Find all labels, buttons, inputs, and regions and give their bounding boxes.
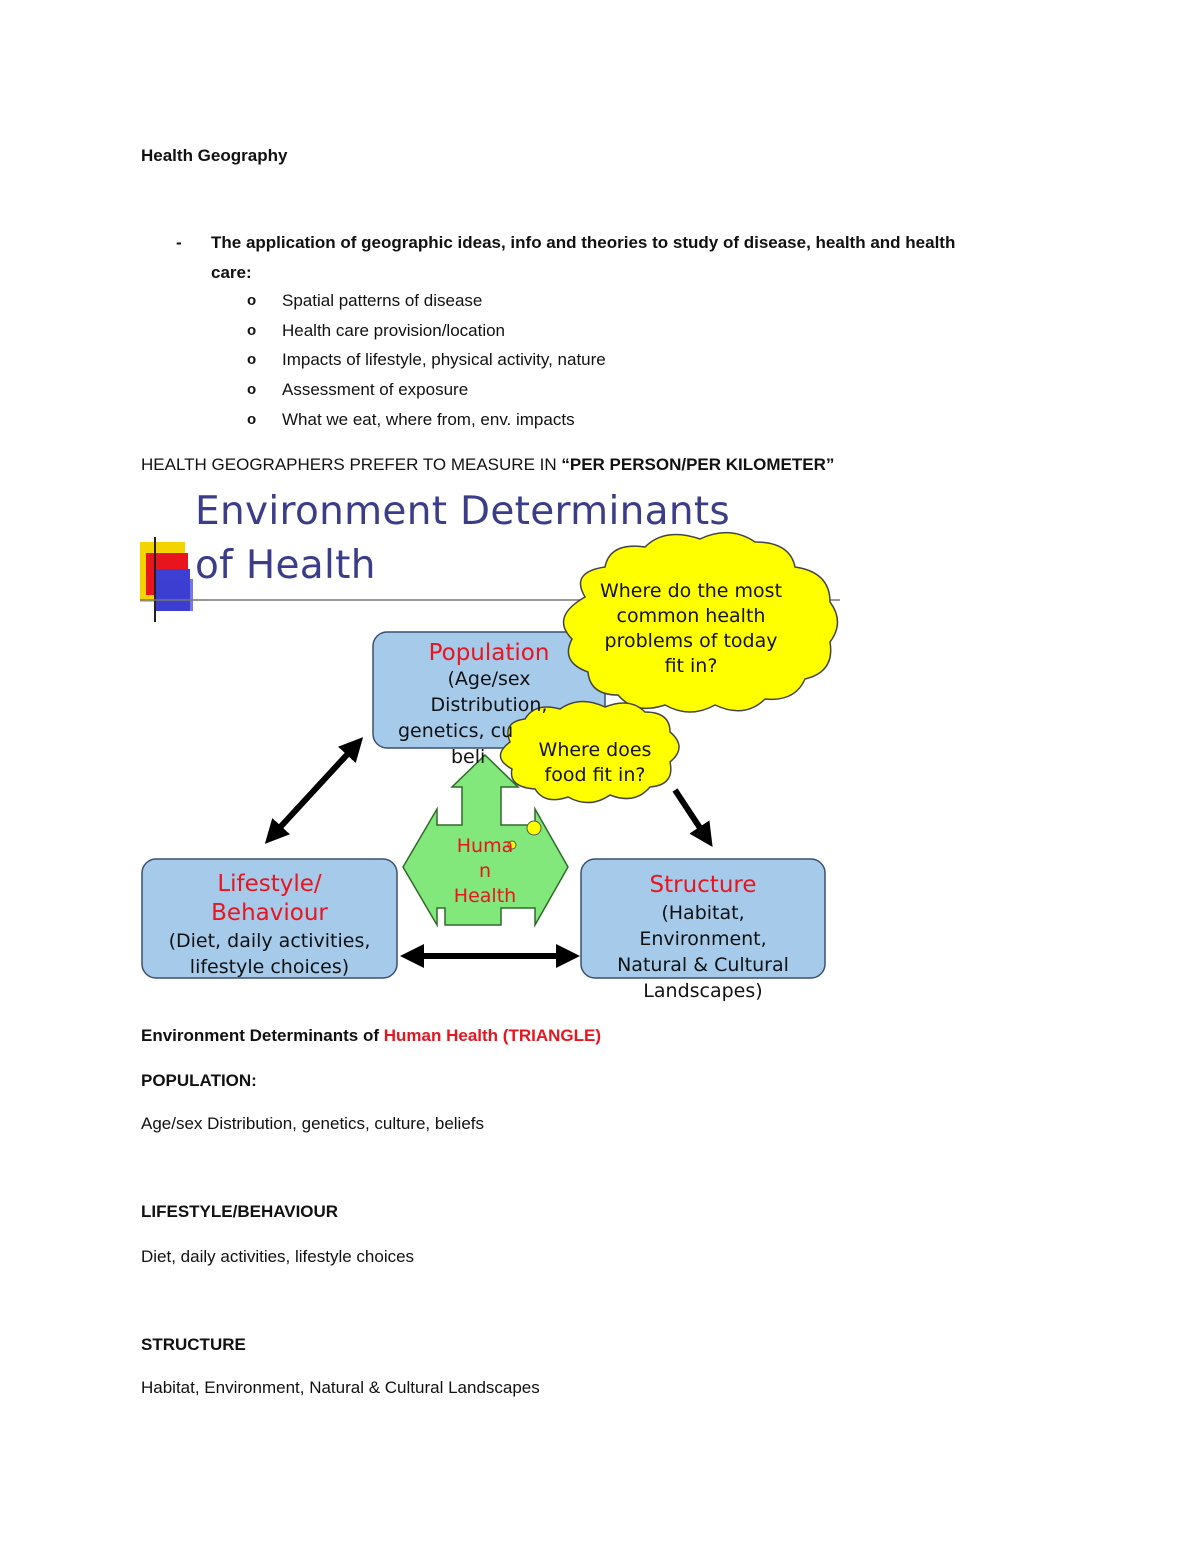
population-line: beli (451, 746, 486, 768)
diagram-caption (141, 1025, 601, 1047)
structure-text (581, 870, 825, 1004)
human-health-text (440, 834, 530, 909)
structure-line: Landscapes) (643, 980, 763, 1002)
bullet-text: Health care provision/location (282, 321, 506, 340)
measure-note-emphasis: “PER PERSON/PER KILOMETER” (561, 455, 835, 474)
page-title: Health Geography (141, 146, 288, 165)
bullet-marker: o (247, 351, 257, 368)
population-line: (Age/sex (447, 668, 531, 690)
caption-highlight: Human Health (TRIANGLE) (383, 1026, 601, 1045)
caption-prefix: Environment Determinants of (141, 1026, 384, 1045)
slide-title-line-2: of Health (195, 543, 376, 588)
bullet-marker: o (247, 411, 257, 428)
human-health-line: n (478, 860, 492, 882)
bullet-text: What we eat, where from, env. impacts (282, 410, 575, 429)
section-heading-lifestyle: LIFESTYLE/BEHAVIOUR (141, 1202, 339, 1221)
section-text-lifestyle: Diet, daily activities, lifestyle choices (141, 1247, 415, 1266)
cloud-line: Where do the most (599, 580, 783, 602)
lifestyle-heading-1: Lifestyle/ (217, 871, 322, 897)
population-line: Distribution, (430, 694, 548, 716)
lifestyle-line: (Diet, daily activities, (168, 930, 371, 952)
structure-line: (Habitat, (661, 902, 745, 924)
section-text-structure: Habitat, Environment, Natural & Cultural Landscapes (141, 1378, 540, 1397)
section-text-population: Age/sex Distribution, genetics, culture, beliefs (141, 1114, 485, 1133)
bullet-text: Impacts of lifestyle, physical activity, nature (282, 350, 606, 369)
bullet-text: Spatial patterns of disease (282, 291, 483, 310)
structure-line: Natural & Cultural (617, 954, 789, 976)
structure-line: Environment, (639, 928, 767, 950)
bullet-marker: o (247, 322, 257, 339)
cloud-line: common health (616, 605, 766, 627)
bullet-text: Assessment of exposure (282, 380, 469, 399)
list-item (0, 320, 1200, 342)
cloud-line: food fit in? (544, 764, 646, 786)
section-heading-structure: STRUCTURE (141, 1335, 246, 1354)
definition-line-2: care: (211, 263, 252, 282)
human-health-line: Health (453, 885, 517, 907)
population-lifestyle-arrow (273, 746, 355, 835)
environment-determinants-slide (140, 487, 840, 1007)
bullet-marker: o (247, 381, 257, 398)
population-heading: Population (428, 640, 550, 666)
lifestyle-text (142, 870, 397, 980)
list-item (0, 379, 1200, 401)
human-health-line: Huma (456, 835, 514, 857)
measure-note (141, 454, 834, 476)
list-item (0, 409, 1200, 431)
small-cloud-text (520, 738, 670, 788)
slide-title-line-1: Environment Determinants (195, 489, 731, 534)
measure-note-prefix: HEALTH GEOGRAPHERS PREFER TO MEASURE IN (141, 455, 562, 474)
list-item (0, 349, 1200, 371)
definition-dash: - (176, 233, 182, 252)
population-line: genetics, cu (398, 720, 514, 742)
bullet-marker: o (247, 292, 257, 309)
population-structure-arrow (675, 790, 706, 837)
lifestyle-line: lifestyle choices) (189, 956, 350, 978)
cloud-line: problems of today (604, 630, 778, 652)
cloud-line: fit in? (664, 655, 718, 677)
structure-heading: Structure (649, 872, 757, 898)
lifestyle-heading-2: Behaviour (211, 900, 328, 926)
list-item (0, 290, 1200, 312)
section-heading-population: POPULATION: (141, 1071, 257, 1090)
large-cloud-text (580, 579, 802, 679)
definition-line-1: The application of geographic ideas, info and theories to study of disease, health and health (211, 233, 956, 252)
cloud-line: Where does (538, 739, 652, 761)
